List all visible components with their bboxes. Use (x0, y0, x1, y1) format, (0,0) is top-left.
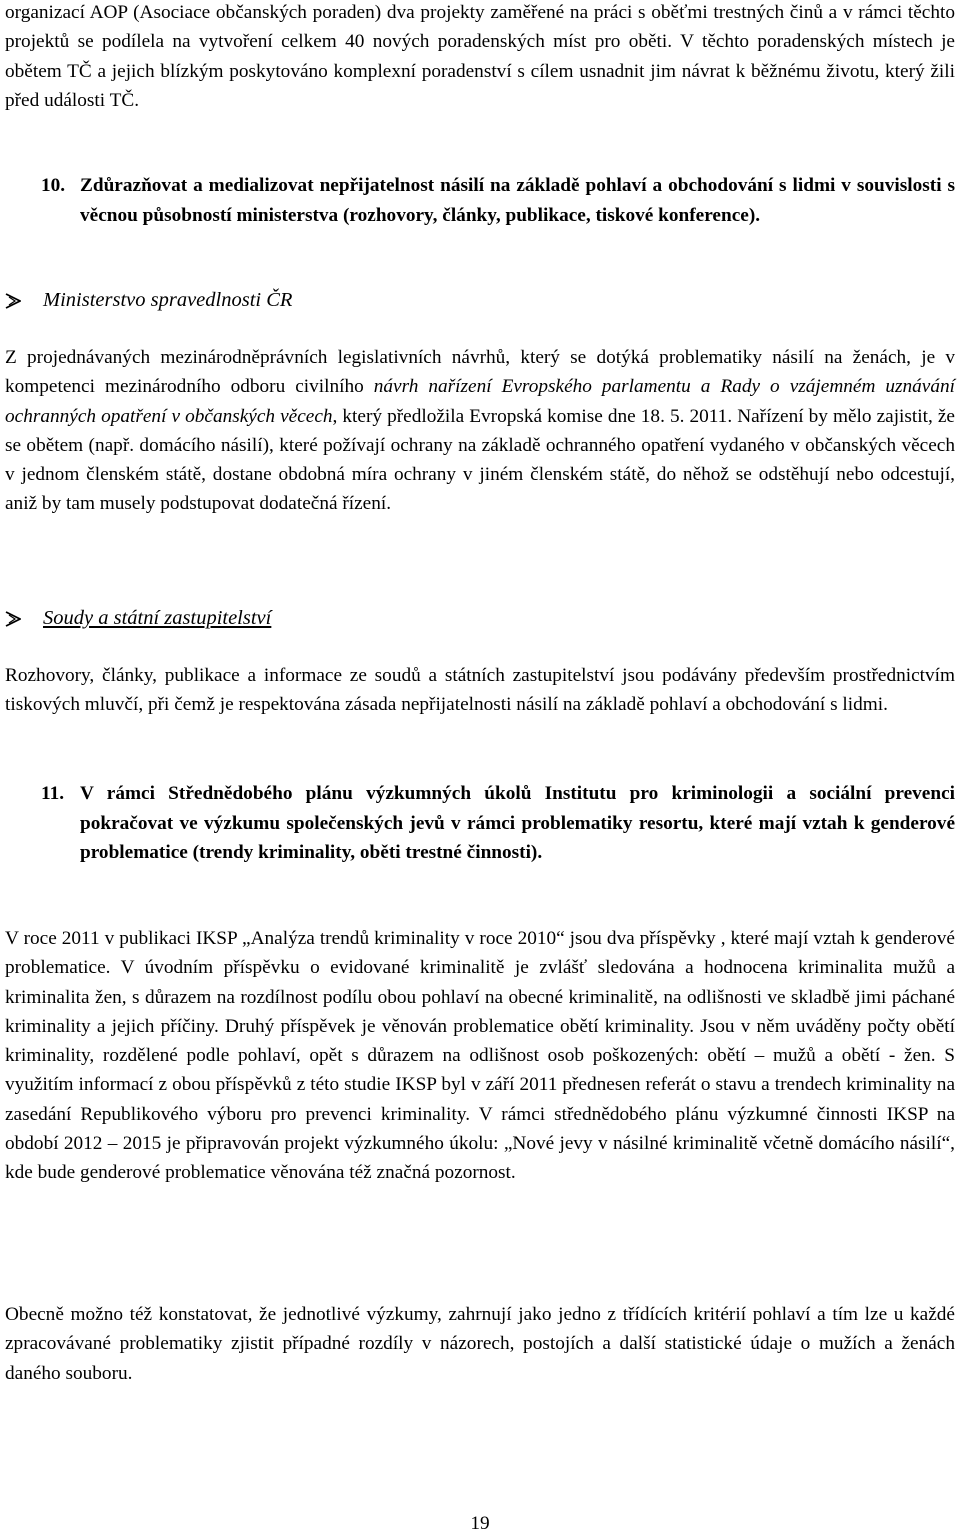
intro-paragraph: organizací AOP (Asociace občanských poraden) dva projekty zaměřené na práci s oběťmi trestných činů a v rámci těchto projektů se podílela na vytvoření celkem 40 nových poradenských míst pro oběti. V těchto poradenských místech je obětem TČ a jejich blízkým poskytováno komplexní poradenství s cílem usnadnit jim návrat k běžnému životu, který žili před události TČ. (5, 2, 955, 111)
list-item-10 (5, 171, 955, 261)
general-paragraph: Obecně možno též konstatovat, že jednotlivé výzkumy, zahrnují jako jedno z třídících kritérií pohlaví a tím lze u každé zpracovávané problematiky zjistit případné rozdíly v názorech, postojích a další statistické údaje o mužích a ženách daného souboru. (5, 1304, 955, 1384)
section-heading-courts (5, 604, 271, 633)
ministry-paragraph (5, 343, 955, 519)
list-item-text: V rámci Střednědobého plánu výzkumných úkolů Institutu pro kriminologii a sociální prevenci pokračovat ve výzkumu společenských jevů v rámci problematiky resortu, které mají vztah k genderové problematice (trendy kriminality, oběti trestné činnosti). (80, 783, 955, 863)
section-heading-text: Soudy a státní zastupitelství (43, 607, 272, 629)
iksp-paragraph: V roce 2011 v publikaci IKSP „Analýza trendů kriminality v roce 2010“ jsou dva příspěvky , které mají vztah k genderové problematice. V úvodním příspěvku o evidované kriminalitě je zvlášť sledována a hodnocena kriminalita mužů a kriminalita žen, s důrazem na rozdílnost podílu obou pohlaví na obecné kriminalitě, na odlišnosti ve skladbě jimi páchané kriminality a jejich příčiny. Druhý příspěvek je věnován problematice obětí kriminality. Jsou v něm uváděny počty obětí kriminality, rozdělené podle pohlaví, opět s důrazem na odlišnost osob poškozených: obětí – mužů a obětí - žen. S využitím informací z obou příspěvků z této studie IKSP byl v září 2011 přednesen referát o stavu a trendech kriminality na zasedání Republikového výboru pro prevenci kriminality. V rámci střednědobého plánu výzkumné činnosti IKSP na období 2012 – 2015 je připravován projekt výzkumného úkolu: „Nové jevy v násilné kriminalitě včetně domácího násilí“, kde bude genderové problematice věnována též značná pozornost. (5, 928, 955, 1184)
regulation-title: návrh nařízení Evropského parlamentu a Rady o vzájemném uznávání ochranných opatření v občanských věcech (5, 376, 955, 427)
list-item-number: 10. (41, 175, 66, 196)
arrowhead-bullet-icon (5, 293, 21, 309)
section-heading-ministry (5, 286, 292, 315)
arrowhead-bullet-icon (5, 611, 21, 627)
section-heading-text: Ministerstvo spravedlnosti ČR (43, 289, 293, 311)
list-item-11 (5, 779, 955, 899)
ministry-text-part-1: Z projednávaných mezinárodněprávních legislativních návrhů, který se dotýká problematiky násilí na ženách, je v kompetenci mezinárodního odboru civilního (5, 347, 955, 398)
list-item-text: Zdůrazňovat a medializovat nepřijatelnost násilí na základě pohlaví a obchodování s lidmi v souvislosti s věcnou působností ministerstva (rozhovory, články, publikace, tiskové konference). (80, 175, 955, 226)
page-number: 19 (470, 1513, 490, 1534)
courts-paragraph: Rozhovory, články, publikace a informace ze soudů a státních zastupitelství jsou podávány především prostřednictvím tiskových mluvčí, při čemž je respektována zásada nepřijatelnosti násilí na základě pohlaví a obchodování s lidmi. (5, 665, 955, 716)
ministry-text-part-2: , který předložila Evropská komise dne 18. 5. 2011. Nařízení by mělo zajistit, že se obětem (např. domácího násilí), které požívají ochrany na základě ochranného opatření vydaného v občanských věcech v jednom členském státě, dostane obdobná míra ochrany v jiném členském státě, do něhož se odstěhují nebo odcestují, aniž by tam musely podstupovat dodatečná řízení. (5, 405, 955, 515)
list-item-number: 11. (41, 783, 65, 804)
